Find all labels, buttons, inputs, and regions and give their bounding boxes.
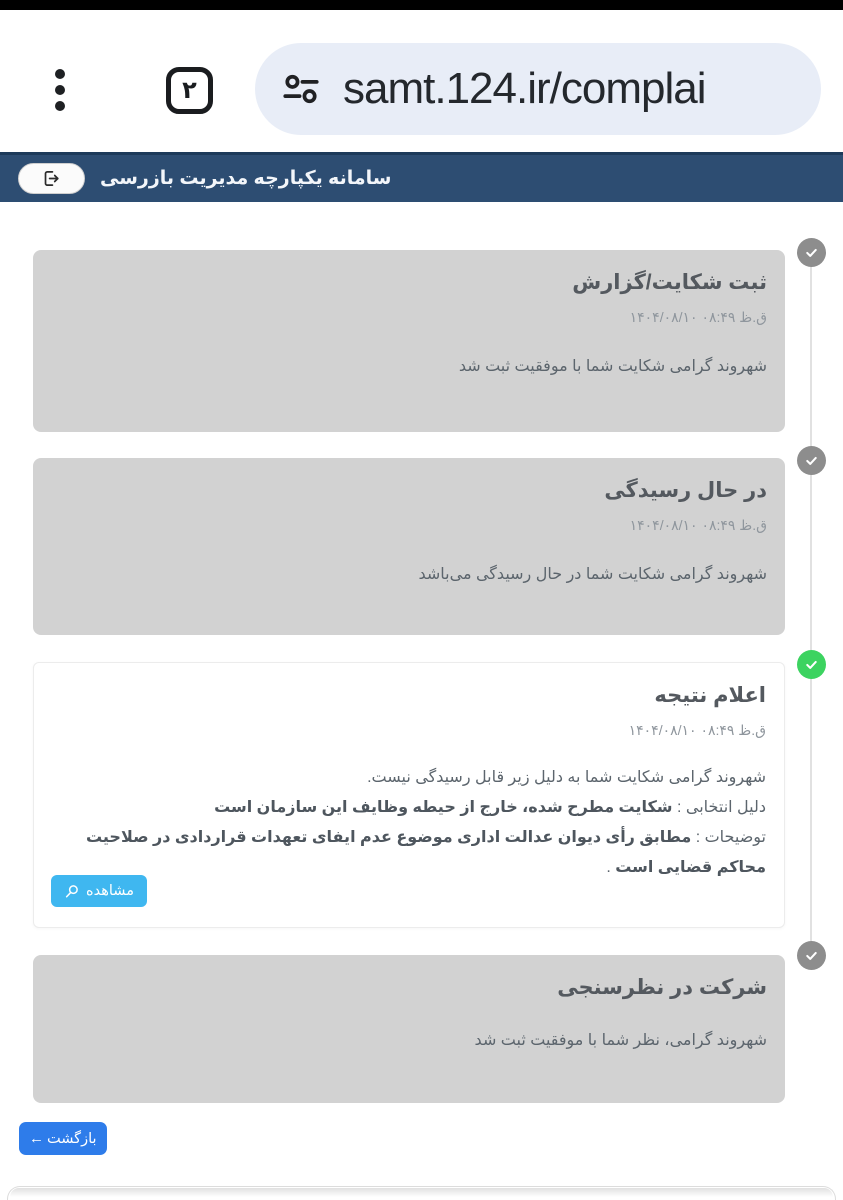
view-button-label: مشاهده	[86, 883, 134, 899]
view-button[interactable]	[51, 875, 147, 907]
step-2-check-icon	[797, 446, 826, 475]
card-message: شهروند گرامی، نظر شما با موفقیت ثبت شد	[474, 1032, 767, 1049]
browser-toolbar	[0, 10, 843, 152]
browser-menu-icon[interactable]	[54, 69, 66, 111]
result-text	[52, 763, 766, 883]
step-1-check-icon	[797, 238, 826, 267]
timeline-card-in-progress	[33, 458, 785, 635]
card-title: اعلام نتیجه	[654, 684, 766, 707]
card-message: شهروند گرامی شکایت شما در حال رسیدگی می‌باشد	[418, 566, 767, 583]
card-timestamp: ق.ظ ۰۸:۴۹ ۱۴۰۴/۰۸/۱۰	[629, 309, 767, 325]
card-message: شهروند گرامی شکایت شما با موفقیت ثبت شد	[458, 358, 767, 375]
result-line-3: توضیحات : مطابق رأی دیوان عدالت اداری موضوع عدم ایفای تعهدات قراردادی در صلاحیت محاکم قضایی است .	[85, 829, 766, 876]
step-3-check-icon	[797, 650, 826, 679]
card-title: شرکت در نظرسنجی	[557, 976, 767, 999]
back-arrow-icon: ←	[29, 1130, 44, 1147]
app-header	[0, 152, 843, 202]
timeline-rail	[810, 252, 812, 955]
tab-count: ۲	[182, 77, 197, 104]
tab-switcher-button[interactable]	[166, 67, 213, 114]
browser-bottom-bar-shadow	[10, 1188, 833, 1197]
card-timestamp: ق.ظ ۰۸:۴۹ ۱۴۰۴/۰۸/۱۰	[628, 722, 766, 738]
card-timestamp: ق.ظ ۰۸:۴۹ ۱۴۰۴/۰۸/۱۰	[629, 517, 767, 533]
search-icon	[64, 884, 79, 899]
url-text: samt.124.ir/complai	[343, 64, 706, 113]
logout-button[interactable]	[18, 163, 85, 194]
timeline-card-result	[33, 662, 785, 928]
card-title: ثبت شکایت/گزارش	[572, 271, 767, 294]
status-bar	[0, 0, 843, 10]
timeline-card-register	[33, 250, 785, 432]
app-title: سامانه یکپارچه مدیریت بازرسی	[100, 168, 392, 189]
card-title: در حال رسیدگی	[604, 479, 767, 502]
site-info-icon[interactable]	[281, 69, 321, 109]
back-button-label: بازگشت	[47, 1130, 97, 1147]
back-button[interactable]	[19, 1122, 107, 1155]
result-line-1: شهروند گرامی شکایت شما به دلیل زیر قابل رسیدگی نیست.	[367, 769, 766, 786]
result-line-2: دلیل انتخابی : شکایت مطرح شده، خارج از حیطه وظایف این سازمان است	[214, 799, 766, 816]
address-bar[interactable]	[255, 43, 821, 135]
logout-icon	[42, 169, 61, 188]
timeline-card-survey	[33, 955, 785, 1103]
step-4-check-icon	[797, 941, 826, 970]
